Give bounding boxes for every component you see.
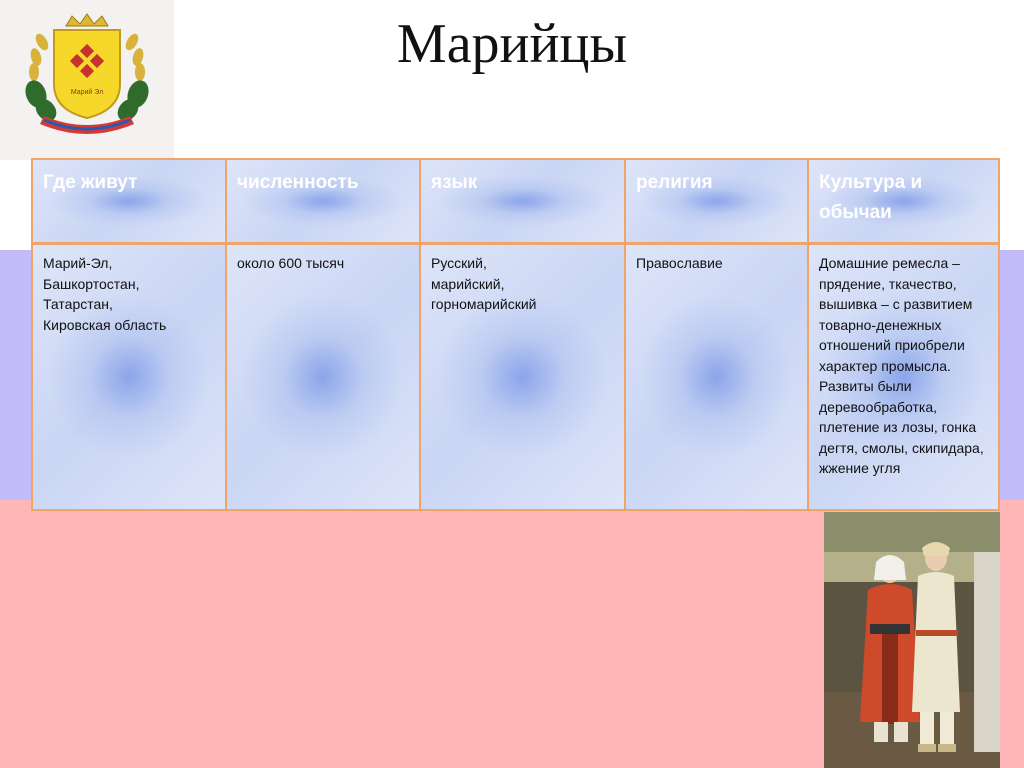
cell-population: около 600 тысяч <box>227 245 421 509</box>
header-language: язык <box>421 160 626 245</box>
header-religion: религия <box>626 160 809 245</box>
cell-where-live: Марий-Эл, Башкортостан, Татарстан, Кировская область <box>33 245 227 509</box>
slide-title: Марийцы <box>396 13 628 75</box>
costume-photo-icon <box>824 512 1000 768</box>
costume-photo <box>824 512 1000 768</box>
header-where-live: Где живут <box>33 160 227 245</box>
info-table <box>31 158 1000 511</box>
cell-religion: Православие <box>626 245 809 509</box>
emblem-inscription: Марий Эл <box>70 89 104 96</box>
header-population: численность <box>227 160 421 245</box>
header-culture: Культура и обычаи <box>809 160 998 245</box>
cell-culture: Домашние ремесла – прядение, ткачество, вышивка – с развитием товарно-денежных отношений приобрели характер промысла. Развиты были деревообработка, плетение из лозы, гонка дегтя, смолы, скипидара, жжение угля <box>809 245 998 509</box>
cell-language: Русский, марийский, горномарийский <box>421 245 626 509</box>
